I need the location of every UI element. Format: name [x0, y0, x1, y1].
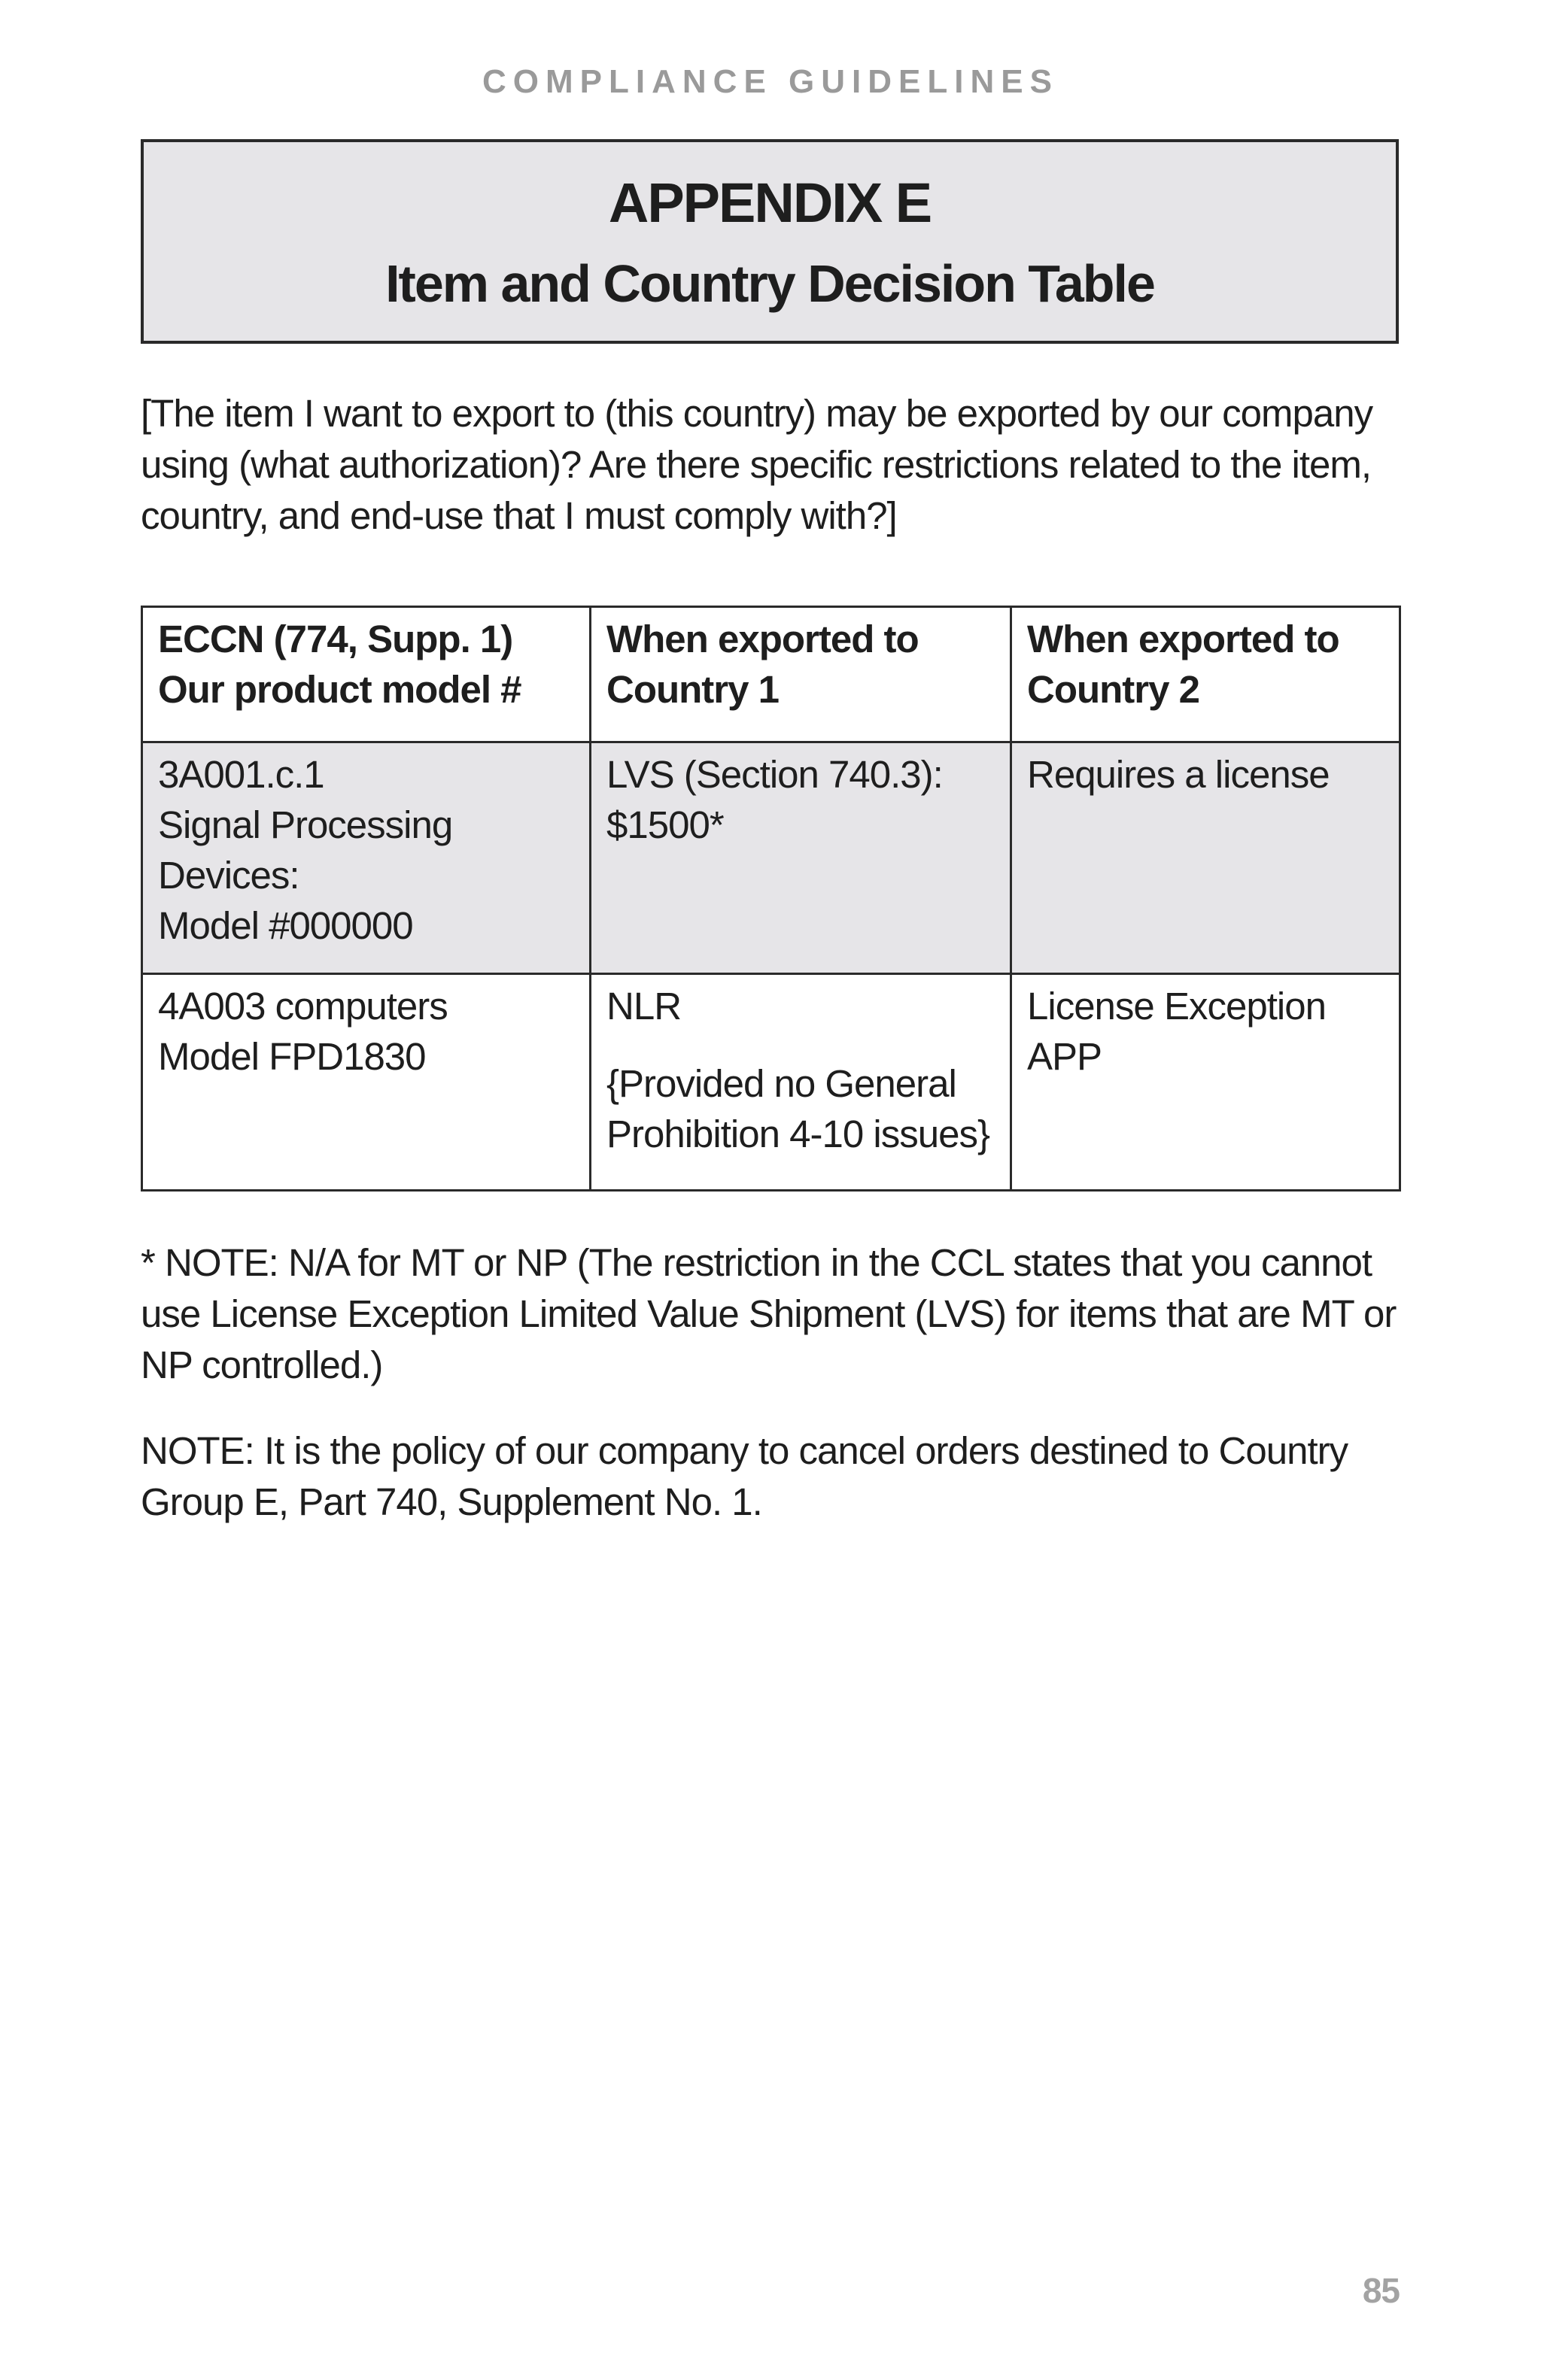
- item-line: 4A003 computers: [158, 985, 448, 1028]
- appendix-subheading: Item and Country Decision Table: [385, 254, 1154, 313]
- country2-cell: [1011, 742, 1400, 974]
- header-country1-line2: Country 1: [606, 668, 780, 711]
- appendix-heading: APPENDIX E: [608, 172, 932, 234]
- item-line: Model #000000: [158, 904, 413, 947]
- policy-note: NOTE: It is the policy of our company to cancel orders destined to Country Group E, Part 740, Supplement No. 1.: [141, 1429, 1348, 1523]
- header-country2: [1011, 607, 1400, 742]
- header-country1: [591, 607, 1011, 742]
- country2-cell: [1011, 974, 1400, 1191]
- header-eccn: [142, 607, 591, 742]
- country1-line: $1500*: [606, 803, 724, 846]
- item-line: Model FPD1830: [158, 1035, 426, 1078]
- country1-line: Prohibition 4-10 issues}: [606, 1113, 989, 1155]
- decision-question: [The item I want to export to (this country) may be exported by our company using (what authorization)? Are there specific restrictions related to the item, country, and end-use that I must comply with?]: [141, 392, 1373, 537]
- item-line: Devices:: [158, 854, 299, 897]
- country2-line: APP: [1027, 1035, 1102, 1078]
- header-country2-line2: Country 2: [1027, 668, 1200, 711]
- decision-table: [141, 606, 1401, 1192]
- header-eccn-line2: Our product model #: [158, 668, 521, 711]
- page-number: 85: [1362, 2271, 1400, 2310]
- appendix-title-box: [141, 139, 1399, 344]
- country1-cell: [591, 974, 1011, 1191]
- running-head: COMPLIANCE GUIDELINES: [482, 63, 1059, 100]
- header-country1-line1: When exported to: [606, 618, 919, 660]
- item-cell: [142, 974, 591, 1191]
- table-header-row: [142, 607, 1400, 742]
- table-row: [142, 742, 1400, 974]
- country1-cell: [591, 742, 1011, 974]
- item-cell: [142, 742, 591, 974]
- item-line: Signal Processing: [158, 803, 453, 846]
- country1-line: {Provided no General: [606, 1062, 956, 1105]
- country2-line: License Exception: [1027, 985, 1326, 1028]
- item-line: 3A001.c.1: [158, 753, 324, 796]
- country1-line: LVS (Section 740.3):: [606, 753, 943, 796]
- country2-line: Requires a license: [1027, 753, 1330, 796]
- footnote-lvs: * NOTE: N/A for MT or NP (The restriction in the CCL states that you cannot use License Exception Limited Value Shipment (LVS) for items that are MT or NP controlled.): [141, 1241, 1397, 1386]
- header-eccn-line1: ECCN (774, Supp. 1): [158, 618, 513, 660]
- header-country2-line1: When exported to: [1027, 618, 1339, 660]
- country1-line: NLR: [606, 985, 682, 1028]
- table-row: [142, 974, 1400, 1191]
